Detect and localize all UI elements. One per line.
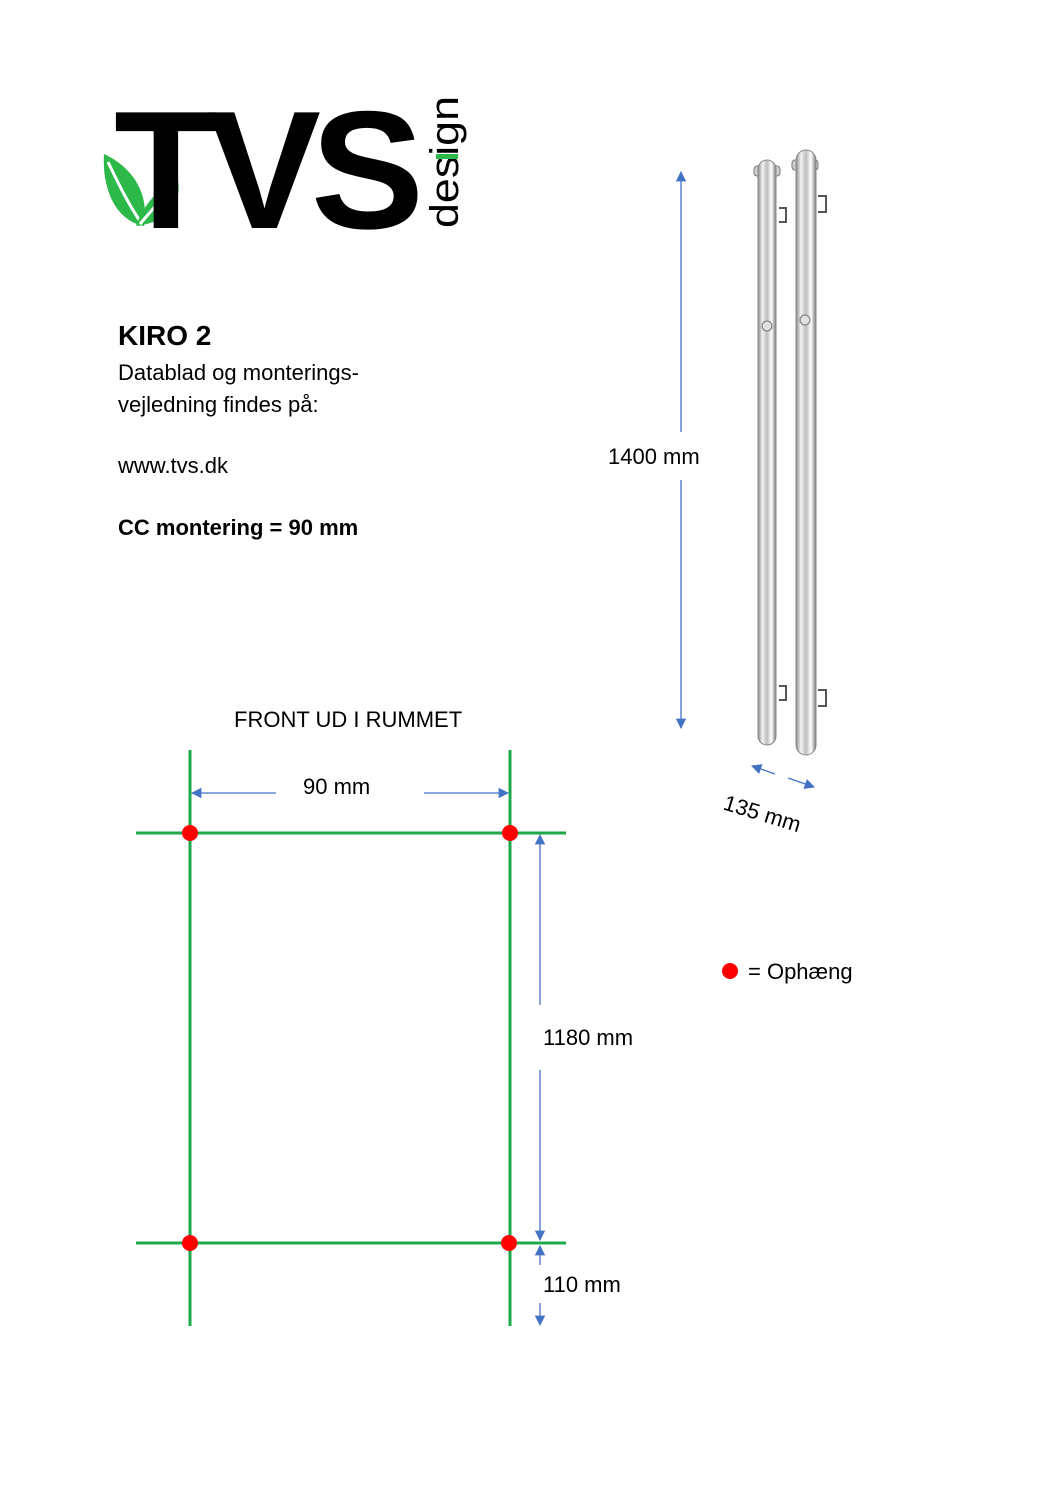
description-line-1: Datablad og monterings-	[118, 360, 359, 385]
mounting-point	[501, 1235, 517, 1251]
depth-dimension-arrow	[752, 766, 814, 787]
mounting-point	[502, 825, 518, 841]
website-link[interactable]: www.tvs.dk	[118, 453, 229, 478]
mounting-point	[182, 825, 198, 841]
description-line-2: vejledning findes på:	[118, 392, 319, 417]
width-label: 90 mm	[303, 774, 371, 799]
legend-dot-icon	[722, 963, 738, 979]
logo-letters: TVS	[114, 92, 418, 242]
front-label: FRONT UD I RUMMET	[234, 707, 463, 732]
legend-label: = Ophæng	[748, 959, 853, 984]
mounting-point	[182, 1235, 198, 1251]
mounting-grid	[136, 750, 566, 1326]
logo-design-word: design	[423, 110, 467, 228]
height-label: 1400 mm	[608, 444, 700, 469]
product-title: KIRO 2	[118, 320, 212, 351]
vertical-spacing-label: 1180 mm	[543, 1025, 634, 1050]
depth-label: 135 mm	[720, 790, 805, 838]
cc-mounting-text: CC montering = 90 mm	[118, 515, 359, 540]
towel-rail-image	[754, 150, 826, 755]
bottom-offset-label: 110 mm	[543, 1272, 621, 1297]
